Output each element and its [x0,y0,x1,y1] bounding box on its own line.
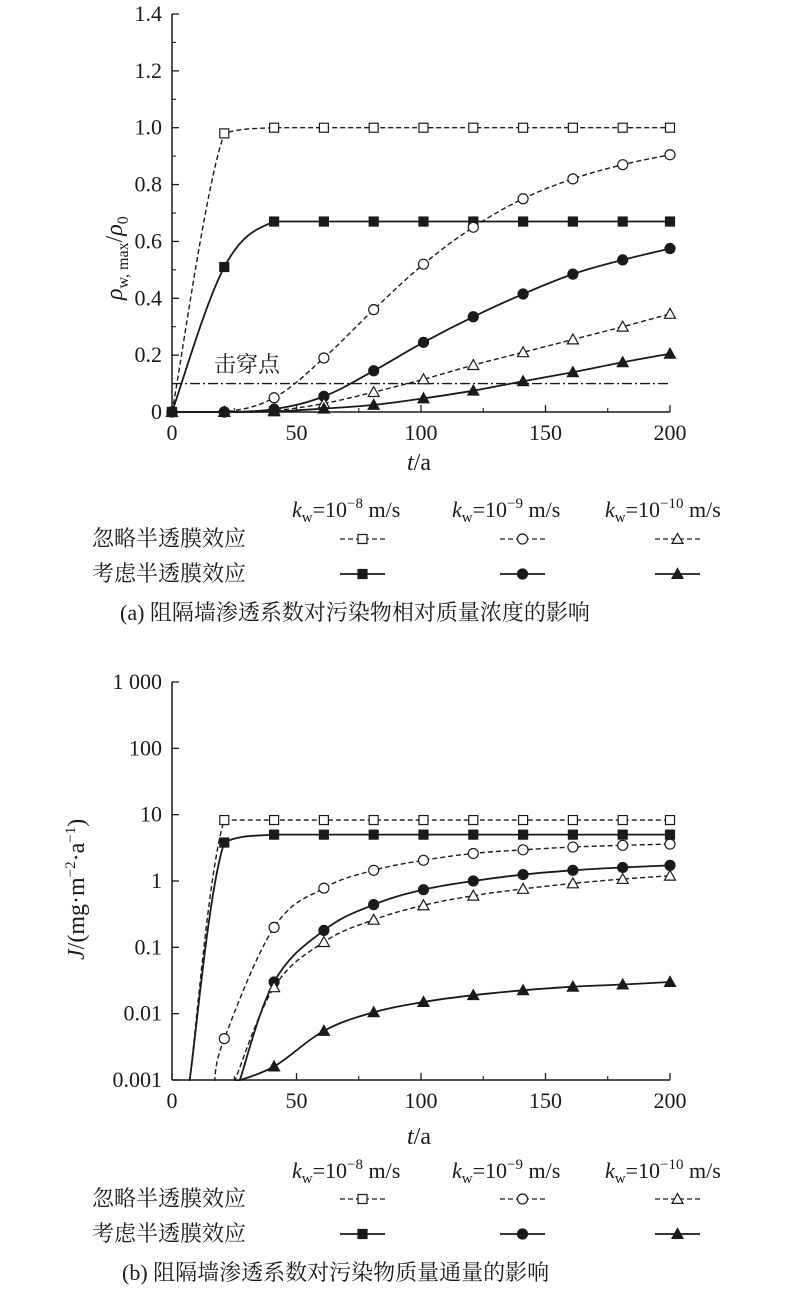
b-x-tick-label: 50 [285,1088,308,1113]
a-data-point [269,393,279,403]
a-y-tick-label: 1.2 [134,57,162,83]
b-series-6 [234,977,675,1082]
panel-b-ticks [113,669,687,1113]
b-data-point [568,830,577,839]
a-data-point [369,305,379,315]
panel-a-x-axis-label: t/a [407,450,431,476]
b-data-point [665,870,676,880]
b-data-point [368,914,379,924]
legend-a-col-2: $k_w=10^{-9}$ m/s [452,496,561,526]
b-data-point [568,865,578,875]
legend-b-col-2: $k_w=10^{-9}$ m/s [452,1157,561,1187]
b-data-point [369,830,378,839]
legend-marker [358,1230,367,1239]
a-data-point [665,244,675,254]
a-data-point [618,217,627,226]
b-data-point [220,816,229,825]
a-data-point [665,150,675,160]
panel-b-caption: (b) 阻隔墙渗透系数对污染物质量通量的影响 [122,1260,550,1285]
a-data-point [666,123,675,132]
a-series-4 [167,244,675,417]
legend-marker [358,1195,367,1204]
b-data-point [468,848,478,858]
a-data-point [469,123,478,132]
b-x-tick-label: 150 [529,1088,562,1113]
b-x-tick-label: 100 [404,1088,438,1113]
a-data-point [568,123,577,132]
a-y-tick-label: 0 [151,399,162,424]
b-data-point [519,830,528,839]
b-data-point [270,830,279,839]
b-series-5 [234,870,675,1082]
b-data-point [519,816,528,825]
b-data-point [219,1034,229,1044]
panel-b-x-axis-label: t/a [407,1124,431,1150]
a-data-point [518,194,528,204]
b-data-point [418,855,428,865]
a-y-tick-label: 0.8 [134,171,162,197]
b-x-tick-label: 0 [166,1088,178,1113]
a-data-point [666,217,675,226]
a-data-point [220,129,229,138]
a-data-point [468,360,479,370]
b-y-tick-label: 0.01 [123,1000,162,1026]
b-data-point [618,840,628,850]
a-data-point [568,269,578,279]
a-data-point [567,334,578,344]
b-data-point [618,816,627,825]
a-data-point [419,217,428,226]
legend-marker [518,1194,528,1204]
b-x-tick-label: 200 [653,1088,687,1113]
panel-a-caption: (a) 阻隔墙渗透系数对污染物相对质量浓度的影响 [120,600,590,625]
legend-a-row-consider: 考虑半透膜效应 [92,561,247,586]
a-data-point [418,259,428,269]
legend-b-col-3: $k_w=10^{-10}$ m/s [605,1157,721,1187]
legend-b-row-consider: 考虑半透膜效应 [92,1221,247,1246]
legend-marker [358,570,367,579]
legend-a-col-3: $k_w=10^{-10}$ m/s [605,496,721,526]
a-data-point [518,289,528,299]
a-data-point [270,217,279,226]
panel-a-y-axis-label: $\rho_{w, max}/\rho_0$ [102,216,132,300]
legend-a-col-1: $k_w=10^{-8}$ m/s [292,496,401,526]
a-data-point [468,312,478,322]
a-data-point [220,263,229,272]
a-series-line [172,249,670,412]
breakthrough-label: 击穿点 [214,352,281,377]
b-data-point [269,1061,280,1071]
b-series-line [234,876,670,1082]
legend-marker [518,569,528,579]
b-data-point [369,865,379,875]
legend-a-samples [340,534,700,580]
panel-b-y-axis-label: $J/(mg\cdot m^{-2}\cdot a^{-1})$ [63,818,90,960]
b-y-tick-label: 1 000 [112,669,162,694]
a-x-tick-label: 200 [653,420,687,445]
b-y-tick-label: 100 [129,735,162,761]
panel-a-ticks [135,1,687,445]
a-data-point [519,123,528,132]
b-data-point [318,937,329,947]
a-series-2 [168,217,675,416]
a-data-point [369,366,379,376]
b-data-point [568,816,577,825]
b-data-point [568,842,578,852]
legend-b-row-ignore: 忽略半透膜效应 [92,1186,247,1211]
b-data-point [518,845,528,855]
b-series-3 [214,839,675,1082]
b-data-point [319,816,328,825]
b-data-point [618,830,627,839]
b-data-point [319,925,329,935]
b-data-point [270,816,279,825]
a-data-point [369,217,378,226]
a-data-point [270,123,279,132]
a-x-tick-label: 0 [166,420,178,445]
b-series-line [189,835,670,1082]
a-data-point [618,123,627,132]
b-data-point [666,830,675,839]
panel-b-series [189,816,675,1082]
b-data-point [518,883,529,893]
a-y-tick-label: 1.0 [134,114,162,140]
b-data-point [269,922,279,932]
legend-b-col-1: $k_w=10^{-8}$ m/s [292,1157,401,1187]
a-data-point [319,217,328,226]
a-y-tick-label: 0.2 [134,342,162,368]
b-data-point [666,816,675,825]
panel-b-legend [92,1157,721,1246]
a-data-point [665,348,676,358]
b-series-4 [239,860,675,1082]
b-y-tick-label: 0.001 [112,1067,162,1092]
a-data-point [468,222,478,232]
legend-a-row-ignore: 忽略半透膜效应 [92,526,247,551]
b-data-point [369,900,379,910]
a-y-tick-label: 0.4 [134,285,162,311]
b-data-point [618,862,628,872]
b-y-tick-label: 10 [140,801,162,827]
b-data-point [468,876,478,886]
panel-a-legend [92,496,721,586]
a-data-point [369,123,378,132]
a-data-point [319,353,329,363]
a-data-point [368,387,379,397]
a-data-point [568,174,578,184]
a-x-tick-label: 100 [404,420,438,445]
a-data-point [618,160,628,170]
b-y-tick-label: 0.1 [134,934,162,960]
a-y-tick-label: 0.6 [134,228,162,254]
legend-marker [518,1229,528,1239]
a-y-tick-label: 1.4 [134,1,162,26]
a-data-point [568,217,577,226]
b-data-point [319,830,328,839]
b-data-point [469,816,478,825]
panel-b-chart [63,669,721,1285]
legend-b-samples [340,1194,700,1240]
b-data-point [418,885,428,895]
legend-marker [358,535,367,544]
b-data-point [469,830,478,839]
a-data-point [418,337,428,347]
b-series-1 [189,816,674,1082]
a-data-point [618,255,628,265]
panel-a-chart [92,1,721,625]
b-data-point [319,883,329,893]
b-series-line [234,982,670,1082]
b-data-point [518,870,528,880]
b-data-point [419,816,428,825]
a-x-tick-label: 150 [529,420,562,445]
a-data-point [519,217,528,226]
b-data-point [220,838,229,847]
b-data-point [665,860,675,870]
a-data-point [419,123,428,132]
b-series-line [214,844,670,1082]
b-data-point [369,816,378,825]
b-data-point [318,1025,329,1035]
b-y-tick-label: 1 [151,868,162,893]
a-data-point [665,308,676,318]
legend-marker [518,534,528,544]
a-data-point [319,123,328,132]
b-data-point [665,839,675,849]
b-data-point [419,830,428,839]
a-x-tick-label: 50 [285,420,308,445]
